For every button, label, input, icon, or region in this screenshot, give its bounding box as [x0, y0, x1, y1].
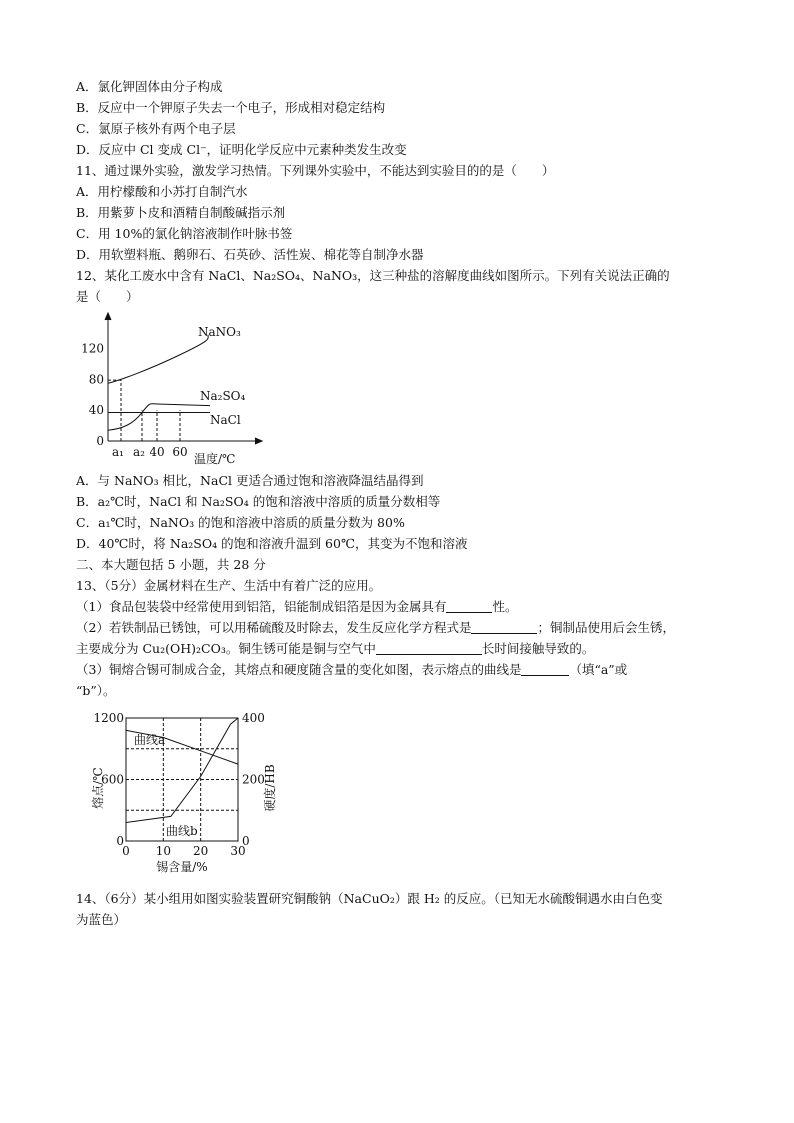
x-tick-label: 30 [230, 844, 246, 858]
q13-part2-text: （2）若铁制品已锈蚀，可以用稀硫酸及时除去，发生反应化学方程式是 [76, 620, 472, 635]
q12-stem-line1: 12、某化工废水中含有 NaCl、Na₂SO₄、NaNO₃，这三种盐的溶解度曲线如图所示。下列有关说法正确的 [76, 268, 670, 283]
x-tick-label: 60 [172, 445, 188, 459]
x-axis-label: 锡含量/% [156, 860, 208, 874]
q12-stem-line2: 是（ ） [76, 289, 139, 304]
curve-b-label: 曲线b [166, 824, 198, 838]
y-tick-label: 40 [88, 403, 104, 418]
q11-option-a: A．用柠檬酸和小苏打自制汽水 [76, 184, 248, 199]
q13-part2 [76, 620, 675, 636]
y-tick-label-right: 0 [242, 834, 250, 848]
y-tick-label-left: 600 [101, 772, 124, 787]
q13-part2-formula: 主要成分为 Cu₂(OH)₂CO₃。铜生锈可能是铜与空气中 [76, 641, 376, 656]
q13-part1-tail: 性。 [492, 599, 518, 614]
q10-option-a: A．氯化钾固体由分子构成 [76, 79, 223, 94]
q13-part3-cont: “b”）。 [76, 683, 116, 698]
series-label-nano3: NaNO₃ [198, 325, 241, 339]
q13-part2-end: 长时间接触导致的。 [481, 641, 595, 656]
q11-option-c: C．用 10%的氯化钠溶液制作叶脉书签 [76, 226, 293, 241]
x-tick-label: a₂ [133, 445, 145, 459]
section-heading: 二、本大题包括 5 小题，共 28 分 [76, 557, 266, 572]
x-tick-label: 0 [122, 844, 130, 858]
x-tick-label: 20 [193, 844, 209, 858]
q13-part1-text: （1）食品包装袋中经常使用到铝箔，铝能制成铝箔是因为金属具有 [76, 599, 447, 614]
q13-part3 [76, 662, 627, 678]
solubility-chart [78, 308, 278, 468]
q12-option-c: C．a₁℃时，NaNO₃ 的饱和溶液中溶质的质量分数为 80% [76, 515, 405, 530]
curve-a-label: 曲线a [134, 733, 166, 747]
y-tick-label: 80 [88, 372, 104, 387]
q14-line2: 为蓝色） [76, 912, 127, 927]
answer-blank[interactable] [471, 621, 537, 634]
q12-option-a: A．与 NaNO₃ 相比，NaCl 更适合通过饱和溶液降温结晶得到 [76, 473, 424, 488]
q11-stem: 11、通过课外实验，激发学习热情。下列课外实验中，不能达到实验目的的是（ ） [76, 163, 555, 178]
x-tick-label: 10 [155, 844, 171, 858]
x-axis-arrow [255, 438, 262, 444]
x-tick-label: a₁ [112, 445, 124, 459]
y-tick-label: 0 [96, 434, 104, 448]
y-axis-label-left: 熔点/℃ [91, 767, 105, 809]
q13-part2-cont [76, 641, 594, 657]
series-label-nacl: NaCl [210, 413, 241, 427]
q11-option-b: B．用紫萝卜皮和酒精自制酸碱指示剂 [76, 205, 286, 220]
q10-option-c: C．氯原子核外有两个电子层 [76, 121, 236, 136]
answer-blank[interactable] [446, 600, 492, 613]
y-tick-label-left: 0 [116, 834, 124, 848]
answer-blank[interactable] [376, 642, 482, 655]
x-axis-label: 温度/℃ [194, 452, 236, 466]
q13-part3-tail: （填“a”或 [569, 662, 628, 677]
q10-option-b: B．反应中一个钾原子失去一个电子，形成相对稳定结构 [76, 100, 386, 115]
y-tick-label-left: 1200 [93, 711, 124, 725]
nano3-curve [108, 335, 208, 384]
y-tick-label-right: 400 [242, 711, 265, 725]
y-tick-label-right: 200 [242, 772, 265, 787]
x-tick-label: 40 [149, 445, 165, 459]
series-label-na2so4: Na₂SO₄ [200, 389, 246, 403]
na2so4-curve [108, 404, 210, 431]
q13-part1 [76, 599, 517, 615]
q12-option-b: B．a₂℃时，NaCl 和 Na₂SO₄ 的饱和溶液中溶质的质量分数相等 [76, 494, 441, 509]
y-axis-label-right: 硬度/HB [263, 764, 277, 812]
alloy-chart [86, 708, 286, 884]
q13-part2-tail: ；铜制品使用后会生锈， [537, 620, 675, 635]
q11-option-d: D．用软塑料瓶、鹅卵石、石英砂、活性炭、棉花等自制净水器 [76, 247, 424, 262]
y-tick-label: 120 [81, 341, 104, 356]
q13-stem: 13、（5分）金属材料在生产、生活中有着广泛的应用。 [76, 578, 382, 593]
y-axis-arrow [105, 313, 111, 320]
answer-blank[interactable] [521, 663, 569, 676]
q10-option-d: D．反应中 Cl 变成 Cl⁻，证明化学反应中元素种类发生改变 [76, 142, 407, 157]
q13-part3-text: （3）铜熔合锡可制成合金，其熔点和硬度随含量的变化如图，表示熔点的曲线是 [76, 662, 522, 677]
q12-option-d: D．40℃时，将 Na₂SO₄ 的饱和溶液升温到 60℃，其变为不饱和溶液 [76, 536, 468, 551]
q14-line1: 14、（6分）某小组用如图实验装置研究铜酸钠（NaCuO₂）跟 H₂ 的反应。（已知无水硫酸铜遇水由白色变 [76, 891, 663, 906]
